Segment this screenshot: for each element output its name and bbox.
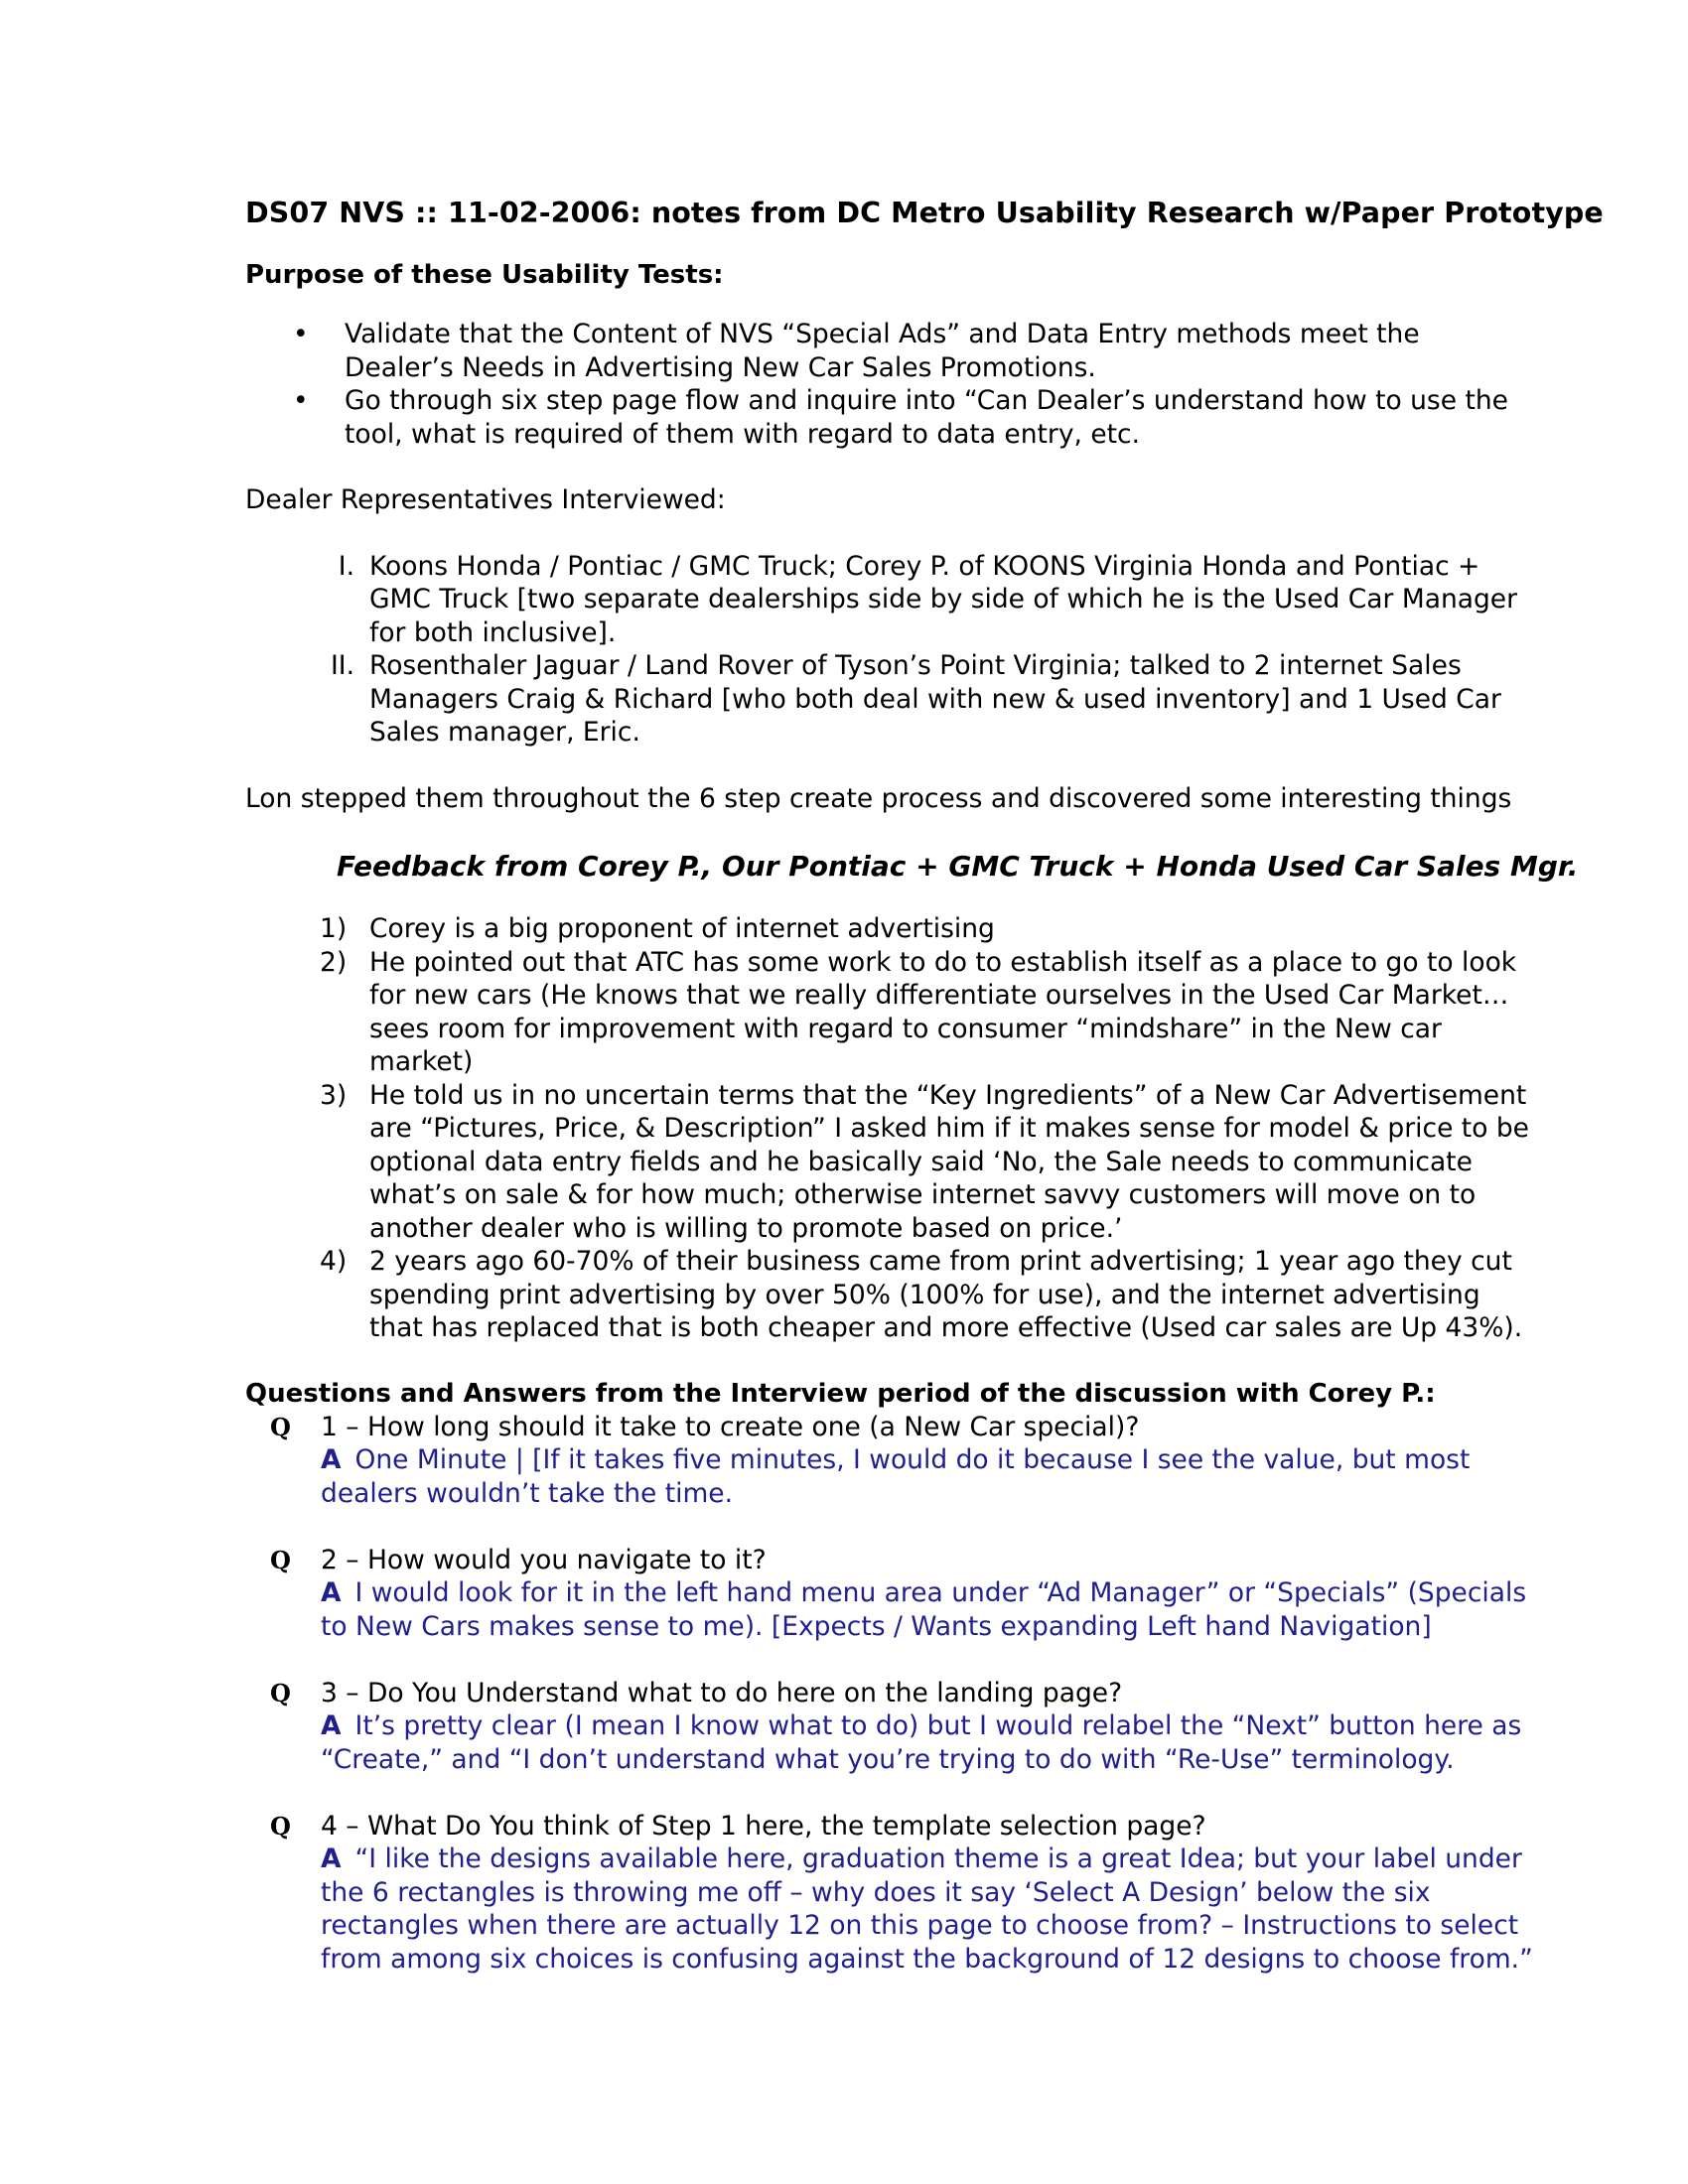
question-text: 2 – How would you navigate to it? — [321, 1544, 767, 1575]
rep-text: Rosenthaler Jaguar / Land Rover of Tyson’s Point Virginia; talked to 2 internet Sales Managers Craig & Richard [who both deal with new & used inventory] and 1 Used Car Sales manager, Eric. — [369, 650, 1501, 748]
question-text: 1 – How long should it take to create one (a New Car special)? — [321, 1411, 1140, 1442]
document-page — [245, 195, 1604, 2009]
list-number: I. — [338, 550, 354, 582]
list-number: 2) — [320, 946, 348, 978]
question-text: 3 – Do You Understand what to do here on the landing page? — [321, 1677, 1123, 1708]
question-text: 4 – What Do You think of Step 1 here, the template selection page? — [321, 1810, 1206, 1842]
list-item — [245, 318, 1536, 384]
bullet-text: Go through six step page flow and inquire into “Can Dealer’s understand how to use the tool, what is required of them with regard to data entry, etc. — [345, 385, 1508, 450]
rep-text: Koons Honda / Pontiac / GMC Truck; Corey P. of KOONS Virginia Honda and Pontiac + GMC Truck [two separate dealerships side by side of which he is the Used Car Manager for both inclusive]. — [369, 550, 1517, 648]
qa-heading: Questions and Answers from the Interview period of the discussion with Corey P.: — [245, 1378, 1436, 1409]
list-number: 3) — [320, 1079, 348, 1111]
feedback-text: He pointed out that ATC has some work to do to establish itself as a place to go to look for new cars (He knows that we really differentiate ourselves in the Used Car Market…sees room for improvement with regard to consumer “mindshare” in the New car market) — [369, 946, 1517, 1077]
answer-text: I would look for it in the left hand menu area under “Ad Manager” or “Specials” (Specials to New Cars makes sense to me). [Expects / Wants expanding Left hand Navigation] — [321, 1577, 1527, 1642]
answer-label: A — [321, 1843, 342, 1874]
answer — [321, 1443, 1536, 1510]
answer-text: One Minute | [If it takes five minutes, I would do it because I see the value, but most dealers wouldn’t take the time. — [321, 1444, 1471, 1509]
bullet-text: Validate that the Content of NVS “Special Ads” and Data Entry methods meet the Dealer’s Needs in Advertising New Car Sales Promotions. — [345, 319, 1420, 383]
list-item — [245, 1245, 1536, 1345]
list-item — [245, 384, 1536, 451]
qa-item — [245, 1411, 1536, 1511]
answer-text: “I like the designs available here, graduation theme is a great Idea; but your label under the 6 rectangles is throwing me off – why does it say ‘Select A Design’ below the six rectangles when there are actually 12 on this page to choose from? – Instructions to select from among six choices is confusing against the background of 12 designs to choose from.” — [321, 1843, 1533, 1975]
answer-label: A — [321, 1577, 342, 1608]
list-item — [245, 550, 1536, 650]
lon-paragraph: Lon stepped them throughout the 6 step create process and discovered some interesting things — [245, 782, 1512, 814]
feedback-text: He told us in no uncertain terms that the “Key Ingredients” of a New Car Advertisement are “Pictures, Price, & Description” I asked him if it makes sense for model & price to be optional data entry fields and he basically said ‘No, the Sale needs to communicate what’s on sale & for how much; otherwise internet savvy customers will move on to another dealer who is willing to promote based on price.’ — [369, 1079, 1529, 1244]
answer — [321, 1843, 1536, 1976]
list-item — [245, 1079, 1536, 1246]
bullet-icon: • — [293, 385, 309, 416]
list-item — [245, 946, 1536, 1079]
feedback-list — [245, 912, 1536, 1345]
reps-label: Dealer Representatives Interviewed: — [245, 484, 726, 515]
question-icon: Q — [270, 1412, 291, 1441]
answer-label: A — [321, 1444, 342, 1475]
question-icon: Q — [270, 1811, 291, 1841]
feedback-heading: Feedback from Corey P., Our Pontiac + GMC Truck + Honda Used Car Sales Mgr. — [337, 850, 1579, 883]
qa-item — [245, 1544, 1536, 1644]
qa-list — [245, 1411, 1536, 1977]
question-icon: Q — [270, 1545, 291, 1574]
answer — [321, 1576, 1536, 1643]
list-item — [245, 912, 1536, 946]
list-number: 1) — [320, 913, 348, 944]
purpose-bullet-list — [245, 318, 1536, 451]
answer-text: It’s pretty clear (I mean I know what to do) but I would relabel the “Next” button here as “Create,” and “I don’t understand what you’re trying to do with “Re-Use” terminology. — [321, 1710, 1522, 1775]
feedback-text: Corey is a big proponent of internet advertising — [369, 913, 995, 944]
document-title: DS07 NVS :: 11-02-2006: notes from DC Metro Usability Research w/Paper Prototype — [245, 197, 1604, 229]
list-number: 4) — [320, 1246, 348, 1277]
answer-label: A — [321, 1710, 342, 1741]
feedback-text: 2 years ago 60-70% of their business came from print advertising; 1 year ago they cut spending print advertising by over 50% (100% for use), and the internet advertising that has replaced that is both cheaper and more effective (Used car sales are Up 43%). — [369, 1246, 1523, 1343]
qa-item — [245, 1810, 1536, 1977]
answer — [321, 1709, 1536, 1776]
question-icon: Q — [270, 1678, 291, 1707]
bullet-icon: • — [293, 319, 309, 349]
list-number: II. — [330, 650, 354, 681]
reps-list — [245, 550, 1536, 750]
purpose-heading: Purpose of these Usability Tests: — [245, 260, 724, 290]
qa-item — [245, 1677, 1536, 1777]
list-item — [245, 649, 1536, 750]
